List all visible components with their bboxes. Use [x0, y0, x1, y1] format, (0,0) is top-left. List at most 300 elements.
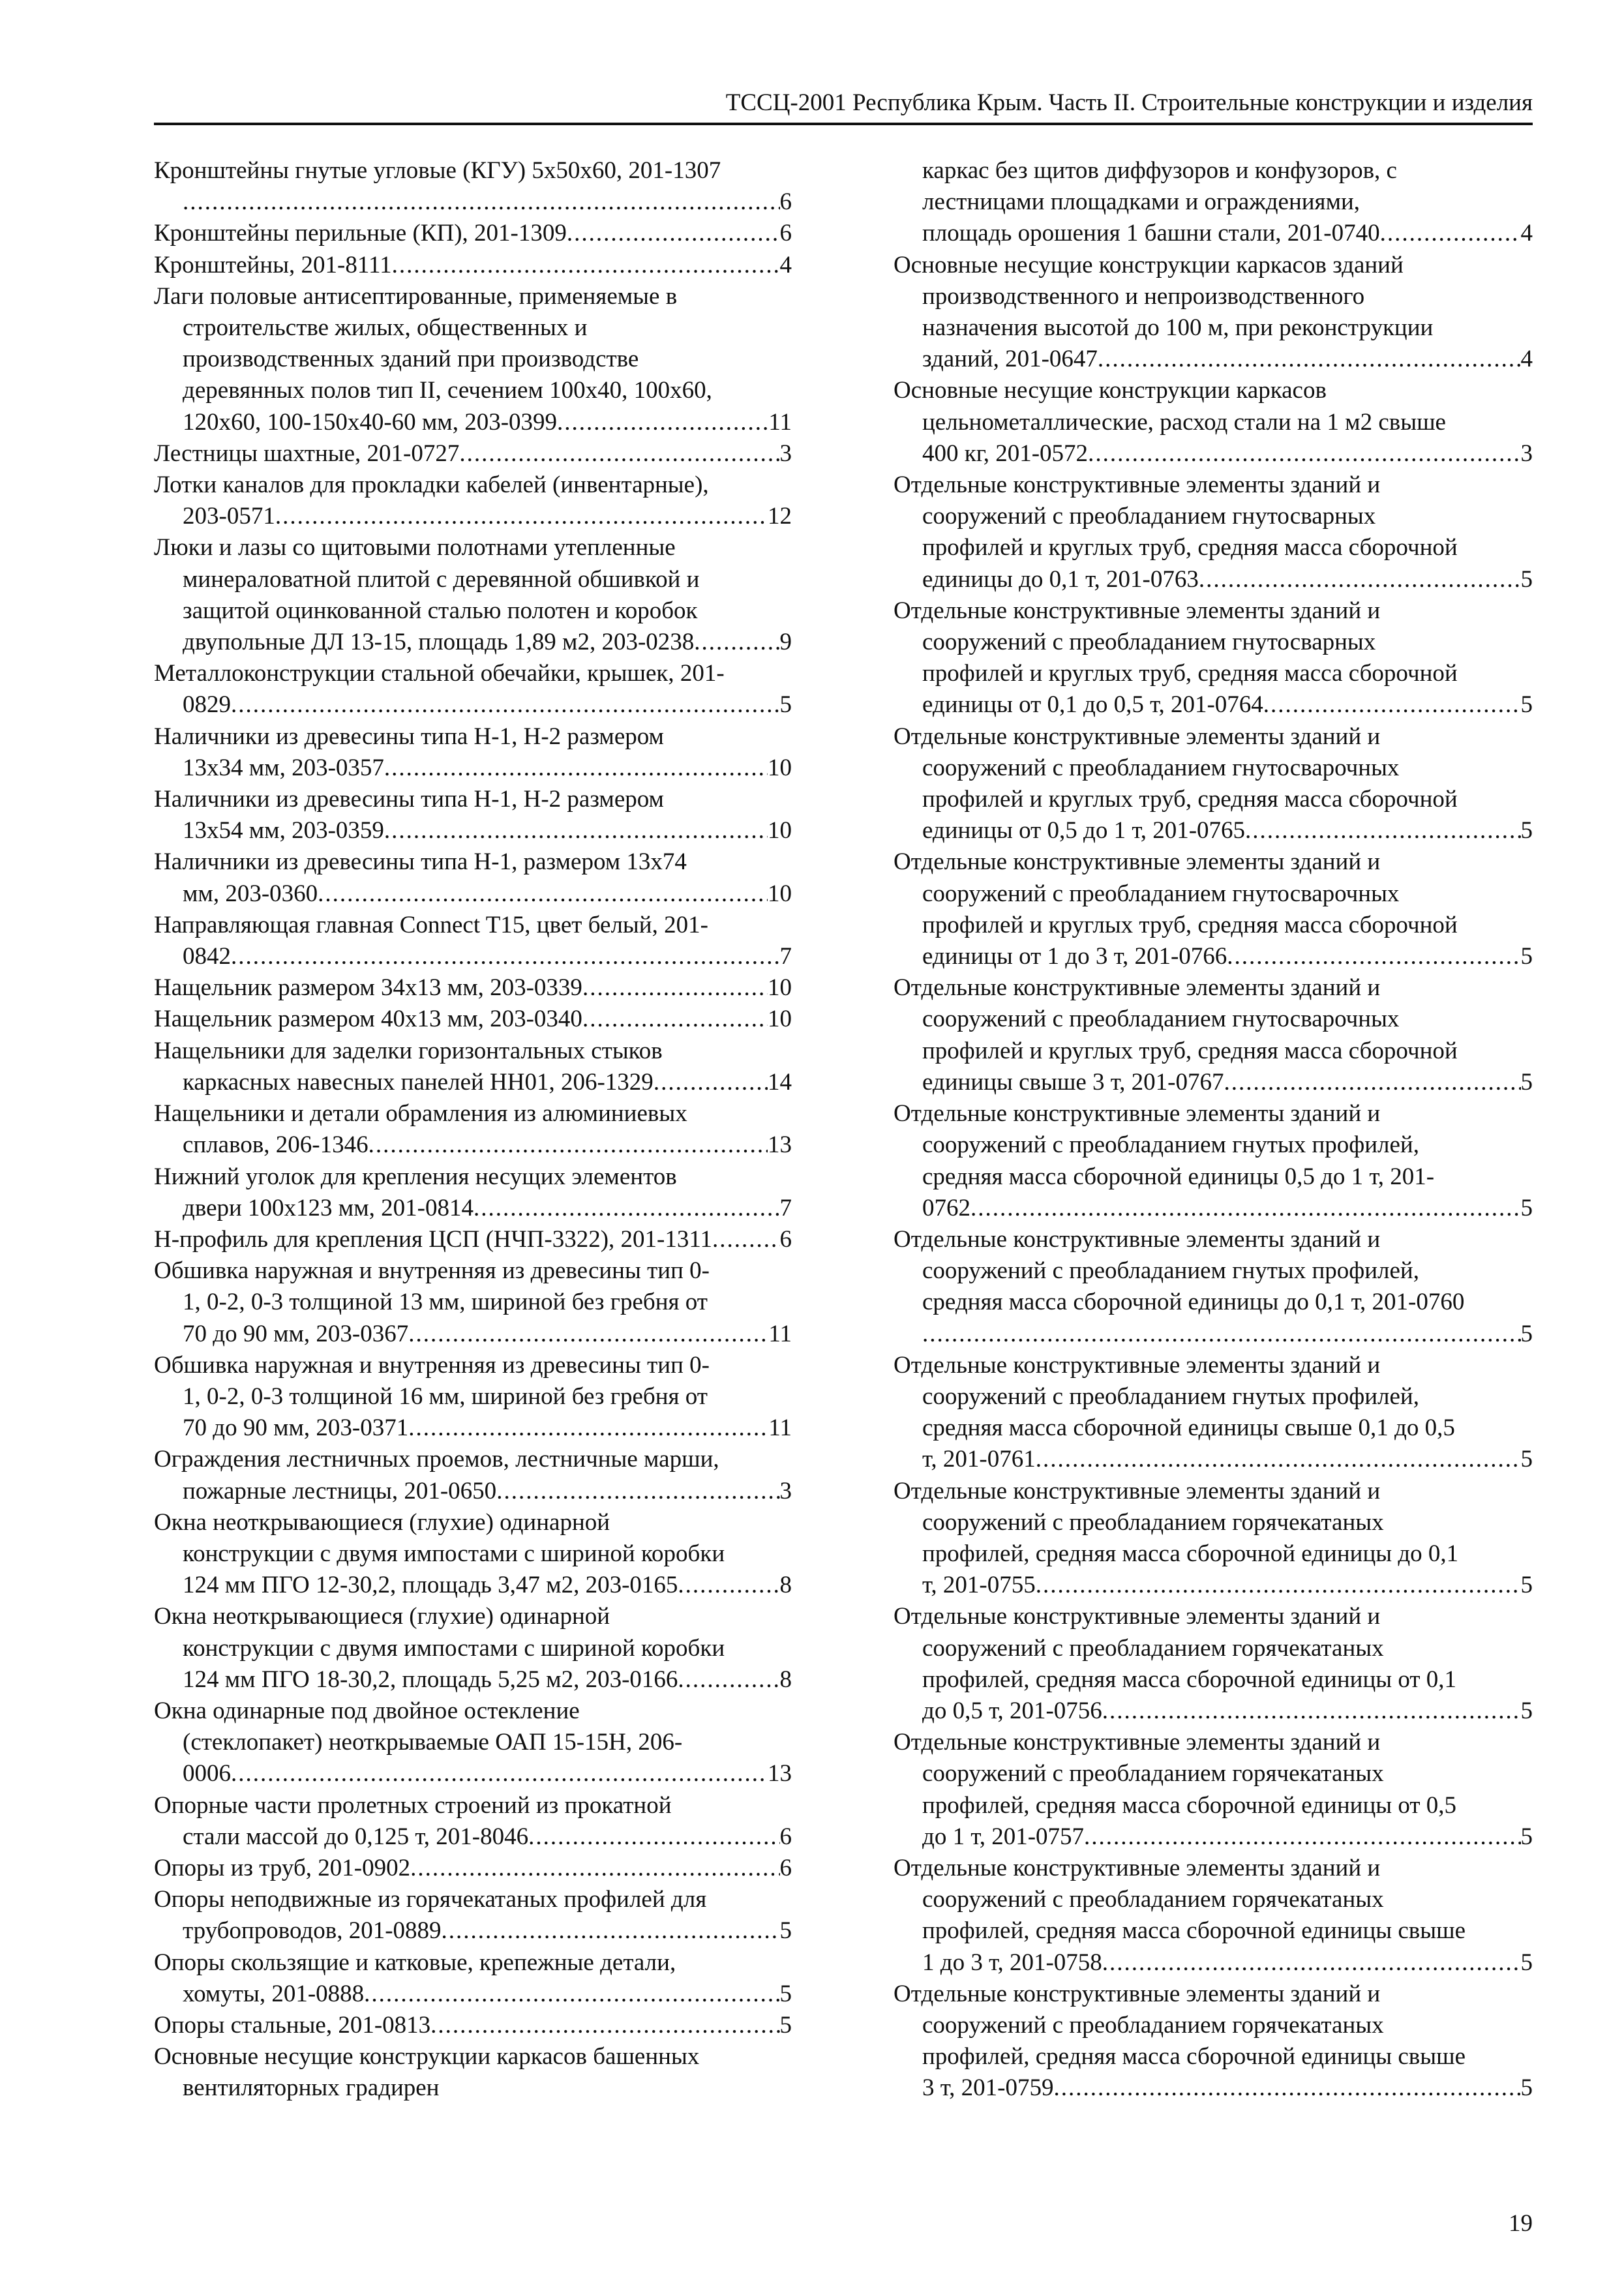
index-entry: [154, 155, 792, 218]
index-entry-text: Опоры неподвижные из горячекатаных профилей для: [154, 1886, 707, 1913]
index-entry-text: профилей, средняя масса сборочной единицы до 0,1: [922, 1540, 1459, 1567]
index-entry-line: [154, 1476, 792, 1507]
index-entry: [894, 1601, 1533, 1727]
index-entry-line: [154, 1067, 792, 1098]
dot-leader: [442, 1915, 780, 1947]
index-entry-text: пожарные лестницы, 201-0650: [183, 1477, 497, 1504]
index-entry-text: 203-0571: [183, 503, 275, 530]
index-entry-text: Отдельные конструктивные элементы зданий и: [894, 1351, 1381, 1379]
index-entry: [894, 1853, 1533, 1979]
index-entry-text: Обшивка наружная и внутренняя из древесины тип 0-: [154, 1257, 710, 1285]
dot-leader: [1224, 1067, 1520, 1098]
dot-leader: [1380, 218, 1521, 249]
index-entry-page: 4: [1520, 346, 1533, 373]
index-entry: [154, 1601, 792, 1696]
index-entry-page: 6: [779, 1225, 792, 1253]
index-entry-text: Направляющая главная Connect T15, цвет белый, 201-: [154, 911, 708, 938]
index-entry-page: 5: [779, 1917, 792, 1945]
index-entry-text: профилей, средняя масса сборочной единицы свыше: [922, 1917, 1466, 1945]
index-entry-text: единицы от 0,1 до 0,5 т, 201-0764: [922, 691, 1263, 719]
index-entry-page: 11: [768, 1320, 792, 1347]
index-entry-page: 11: [768, 408, 792, 436]
index-entry-text: минераловатной плитой с деревянной обшивкой и: [183, 565, 700, 593]
index-entry-text: профилей и круглых труб, средняя масса сборочной: [922, 786, 1458, 813]
index-entry-text: 0829: [183, 691, 231, 719]
index-entry-text: сооружений с преобладанием гнутых профилей,: [922, 1131, 1419, 1159]
index-entry-text: стали массой до 0,125 т, 201-8046: [183, 1823, 529, 1850]
index-entry-text: 1 до 3 т, 201-0758: [922, 1949, 1102, 1976]
index-entry-line: [894, 1947, 1533, 1979]
index-entry-text: 120х60, 100-150х40-60 мм, 203-0399: [183, 408, 558, 436]
index-entry-text: Отдельные конструктивные элементы зданий и: [894, 723, 1381, 750]
index-entry-text: сооружений с преобладанием гнутосварочных: [922, 880, 1400, 907]
dot-leader: [712, 1224, 780, 1255]
index-entry-text: 3 т, 201-0759: [922, 2074, 1054, 2102]
index-entry-text: Отдельные конструктивные элементы зданий и: [894, 1729, 1381, 1756]
index-entry-text: строительстве жилых, общественных и: [183, 314, 588, 342]
index-entry-page: 7: [779, 1194, 792, 1221]
index-entry-text: защитой оцинкованной сталью полотен и коробок: [183, 597, 698, 624]
dot-leader: [384, 815, 768, 846]
dot-leader: [1227, 941, 1520, 972]
index-entry-text: профилей, средняя масса сборочной единицы от 0,1: [922, 1666, 1457, 1693]
index-entry-line: [154, 627, 792, 658]
index-entry-text: 0842: [183, 943, 231, 970]
index-entry: [894, 1098, 1533, 1224]
index-entry: [154, 532, 792, 658]
index-entry-text: Отдельные конструктивные элементы зданий и: [894, 1603, 1381, 1630]
dot-leader: [678, 1664, 779, 1696]
index-entry-text: Кронштейны, 201-8111: [154, 251, 392, 278]
index-entry-text: Отдельные конструктивные элементы зданий и: [894, 597, 1381, 624]
index-entry-line: [154, 815, 792, 846]
index-entry-line: [894, 2072, 1533, 2104]
index-entry-page: 6: [779, 220, 792, 247]
dot-leader: [275, 501, 768, 532]
dot-leader: [582, 1004, 768, 1035]
index-entry-line: [154, 1193, 792, 1224]
dot-leader: [1199, 564, 1521, 595]
index-entry-line: [894, 344, 1533, 375]
index-entry-text: средняя масса сборочной единицы свыше 0,1 до 0,5: [922, 1414, 1455, 1442]
index-entry-line: [894, 1444, 1533, 1475]
index-entry-text: сооружений с преобладанием гнутосварных: [922, 629, 1376, 656]
index-entry-text: Нащельник размером 40х13 мм, 203-0340: [154, 1006, 582, 1033]
dot-leader: [1088, 438, 1520, 470]
index-entry-text: т, 201-0761: [922, 1446, 1036, 1473]
index-entry-text: Наличники из древесины типа Н-1, размером 13х74: [154, 848, 687, 876]
index-entry-text: профилей, средняя масса сборочной единицы от 0,5: [922, 1791, 1457, 1819]
index-entry-text: единицы от 1 до 3 т, 201-0766: [922, 943, 1227, 970]
index-entry: [154, 438, 792, 470]
index-entry-text: профилей и круглых труб, средняя масса сборочной: [922, 660, 1458, 687]
dot-leader: [1036, 1570, 1521, 1601]
index-entry-text: вентиляторных градирен: [183, 2074, 440, 2102]
index-entry-page: 5: [1520, 817, 1533, 845]
dot-leader: [970, 1193, 1521, 1224]
index-entry-text: сплавов, 206-1346: [183, 1131, 368, 1159]
index-entry-text: сооружений с преобладанием горячекатаных: [922, 1886, 1384, 1913]
index-entry-text: Нащельник размером 34х13 мм, 203-0339: [154, 974, 582, 1002]
index-entry-text: единицы свыше 3 т, 201-0767: [922, 1068, 1224, 1096]
index-entry: [154, 250, 792, 281]
dot-leader: [408, 1319, 768, 1350]
index-entry-page: 5: [1520, 1572, 1533, 1599]
index-entry-page: 10: [768, 817, 792, 845]
index-entry-page: 3: [779, 440, 792, 467]
index-entry-line: [154, 407, 792, 438]
index-entry-line: [154, 1979, 792, 2010]
index-entry-text: сооружений с преобладанием гнутых профилей,: [922, 1383, 1419, 1410]
index-entry-line: [894, 1067, 1533, 1098]
index-entry-text: 0006: [183, 1760, 231, 1788]
index-entry-text: Опорные части пролетных строений из прокатной: [154, 1791, 672, 1819]
index-entry: [894, 846, 1533, 972]
index-entry-text: 70 до 90 мм, 203-0367: [183, 1320, 409, 1347]
index-entry-line: [894, 564, 1533, 595]
index-entry-text: Наличники из древесины типа Н-1, Н-2 размером: [154, 723, 664, 750]
index-entry-text: Отдельные конструктивные элементы зданий и: [894, 1477, 1381, 1504]
index-entry: [154, 470, 792, 532]
dot-leader: [922, 1319, 1521, 1350]
index-entry-page: 5: [1520, 1320, 1533, 1347]
index-entry-page: 5: [1520, 691, 1533, 719]
index-entry-page: 13: [768, 1760, 792, 1788]
dot-leader: [582, 972, 768, 1004]
dot-leader: [1084, 1821, 1520, 1853]
index-entry-text: 1, 0-2, 0-3 толщиной 16 мм, шириной без гребня от: [183, 1383, 708, 1410]
index-entry-text: 70 до 90 мм, 203-0371: [183, 1414, 409, 1442]
index-entry-page: 10: [768, 974, 792, 1002]
index-entry-text: каркас без щитов диффузоров и конфузоров, с: [922, 157, 1397, 184]
index-entry-text: Опоры из труб, 201-0902: [154, 1854, 411, 1881]
index-entry-line: [894, 1696, 1533, 1727]
index-entry-page: 5: [1520, 943, 1533, 970]
index-entry-text: двери 100х123 мм, 201-0814: [183, 1194, 474, 1221]
index-entry-text: средняя масса сборочной единицы 0,5 до 1 т, 201-: [922, 1163, 1435, 1190]
index-entry-text: производственных зданий при производстве: [183, 346, 639, 373]
index-entry-text: Окна неоткрывающиеся (глухие) одинарной: [154, 1603, 610, 1630]
dot-leader: [384, 753, 768, 784]
index-entry-page: 10: [768, 754, 792, 781]
index-entry-line: [154, 941, 792, 972]
index-entry-text: Ограждения лестничных проемов, лестничные марши,: [154, 1446, 719, 1473]
index-entry-text: хомуты, 201-0888: [183, 1980, 365, 2007]
index-entry-page: 6: [779, 1823, 792, 1850]
index-entry-line: [154, 250, 792, 281]
index-entry: [154, 1853, 792, 1884]
index-entry-page: 9: [779, 629, 792, 656]
dot-leader: [368, 1130, 768, 1161]
index-entry-text: 1, 0-2, 0-3 толщиной 13 мм, шириной без гребня от: [183, 1289, 708, 1316]
dot-leader: [1245, 815, 1520, 846]
index-entry-text: 400 кг, 201-0572: [922, 440, 1089, 467]
index-entry: [894, 1979, 1533, 2104]
index-entry-text: до 1 т, 201-0757: [922, 1823, 1085, 1850]
dot-leader: [364, 1979, 779, 2010]
dot-leader: [1098, 344, 1521, 375]
dot-leader: [408, 1413, 768, 1444]
index-entry-text: сооружений с преобладанием гнутосварочных: [922, 754, 1400, 781]
dot-leader: [694, 627, 779, 658]
index-entry: [154, 2010, 792, 2041]
index-entry-line: [154, 1130, 792, 1161]
dot-leader: [231, 941, 780, 972]
index-entry-text: Отдельные конструктивные элементы зданий и: [894, 1980, 1381, 2007]
dot-leader: [567, 218, 780, 249]
index-entry-text: сооружений с преобладанием гнутосварочных: [922, 1006, 1400, 1033]
index-entry: [154, 972, 792, 1004]
index-entry-page: 5: [1520, 1823, 1533, 1850]
index-entry-line: [154, 2010, 792, 2041]
index-entry-page: 5: [1520, 1194, 1533, 1221]
index-entry-page: 5: [1520, 1068, 1533, 1096]
index-entry-text: профилей и круглых труб, средняя масса сборочной: [922, 1037, 1458, 1064]
index-entry: [894, 375, 1533, 470]
index-entry-line: [894, 218, 1533, 249]
dot-leader: [474, 1193, 780, 1224]
running-header: [154, 83, 1533, 125]
index-entry-text: назначения высотой до 100 м, при реконструкции: [922, 314, 1434, 342]
dot-leader: [1053, 2072, 1520, 2104]
dot-leader: [1102, 1696, 1521, 1727]
index-entry-line: [154, 187, 792, 218]
index-entry-text: Обшивка наружная и внутренняя из древесины тип 0-: [154, 1351, 710, 1379]
index-entry: [154, 1036, 792, 1098]
index-entry-page: 4: [1520, 220, 1533, 247]
index-entry-line: [154, 1821, 792, 1853]
index-entry-line: [154, 878, 792, 910]
index-entry: [154, 721, 792, 784]
index-entry-text: сооружений с преобладанием горячекатаных: [922, 1760, 1384, 1788]
index-entry-text: сооружений с преобладанием горячекатаных: [922, 1508, 1384, 1536]
index-entry-text: Отдельные конструктивные элементы зданий и: [894, 1100, 1381, 1128]
index-entry-text: средняя масса сборочной единицы до 0,1 т, 201-0760: [922, 1289, 1465, 1316]
page-number: 19: [1509, 2210, 1533, 2237]
index-entry-line: [894, 941, 1533, 972]
index-entry-text: Нижний уголок для крепления несущих элементов: [154, 1163, 677, 1190]
index-entry-line: [894, 438, 1533, 470]
index-entry-line: [154, 1319, 792, 1350]
index-entry-text: Отдельные конструктивные элементы зданий и: [894, 1225, 1381, 1253]
index-entry-line: [154, 1915, 792, 1947]
index-entry-text: Металлоконструкции стальной обечайки, крышек, 201-: [154, 660, 725, 687]
dot-leader: [318, 878, 768, 910]
index-entry-text: единицы от 0,5 до 1 т, 201-0765: [922, 817, 1246, 845]
index-entry-page: 5: [779, 691, 792, 719]
index-entry-text: Наличники из древесины типа Н-1, Н-2 размером: [154, 786, 664, 813]
index-entry-text: деревянных полов тип II, сечением 100х40, 100х60,: [183, 377, 712, 404]
index-entry: [154, 1098, 792, 1161]
index-entry-text: зданий, 201-0647: [922, 346, 1098, 373]
index-entry: [894, 155, 1533, 250]
dot-leader: [1102, 1947, 1521, 1979]
dot-leader: [410, 1853, 779, 1884]
index-entry-page: 6: [779, 1854, 792, 1881]
index-entry-page: 4: [779, 251, 792, 278]
header-title: ТССЦ-2001 Республика Крым. Часть II. Строительные конструкции и изделия: [725, 89, 1533, 116]
index-entry-page: 6: [779, 188, 792, 216]
index-entry-line: [154, 1664, 792, 1696]
index-entry-line: [154, 689, 792, 721]
dot-leader: [496, 1476, 779, 1507]
index-entry-line: [894, 1319, 1533, 1350]
index-entry-text: площадь орошения 1 башни стали, 201-0740: [922, 220, 1380, 247]
index-entry-text: Н-профиль для крепления ЦСП (НЧП-3322), 201-1311: [154, 1225, 712, 1253]
index-entry-text: 13х54 мм, 203-0359: [183, 817, 384, 845]
index-entry-line: [154, 1570, 792, 1601]
index-entry: [154, 1224, 792, 1255]
index-entry-page: 5: [1520, 1446, 1533, 1473]
index-entry-text: 0762: [922, 1194, 970, 1221]
index-entry-line: [154, 218, 792, 249]
index-entry-text: т, 201-0755: [922, 1572, 1036, 1599]
dot-leader: [231, 1758, 768, 1789]
index-entry: [894, 1727, 1533, 1853]
index-entry-text: Нащельники для заделки горизонтальных стыков: [154, 1037, 663, 1064]
index-entry: [894, 972, 1533, 1098]
index-entry-page: 10: [768, 1006, 792, 1033]
index-entry-text: профилей и круглых труб, средняя масса сборочной: [922, 911, 1458, 938]
index-entry-text: профилей, средняя масса сборочной единицы свыше: [922, 2043, 1466, 2071]
index-entry: [154, 1790, 792, 1853]
index-entry: [894, 470, 1533, 595]
index-entry-page: 5: [779, 2011, 792, 2039]
index-entry: [154, 1444, 792, 1506]
index-entry-line: [154, 753, 792, 784]
dot-leader: [459, 438, 779, 470]
dot-leader: [678, 1570, 779, 1601]
dot-leader: [392, 250, 780, 281]
index-entry-page: 10: [768, 880, 792, 907]
index-entry-text: Лаги половые антисептированные, применяемые в: [154, 282, 678, 310]
index-entry-text: Отдельные конструктивные элементы зданий и: [894, 974, 1381, 1002]
index-entry: [154, 910, 792, 972]
index-entry-text: 124 мм ПГО 12-30,2, площадь 3,47 м2, 203-0165: [183, 1572, 678, 1599]
index-entry-page: 12: [768, 503, 792, 530]
index-entry-text: Основные несущие конструкции каркасов башенных: [154, 2043, 700, 2071]
index-entry-page: 3: [1520, 440, 1533, 467]
dot-leader: [430, 2010, 779, 2041]
index-entry-line: [154, 1413, 792, 1444]
index-entry: [154, 1350, 792, 1444]
index-entry-line: [154, 1004, 792, 1035]
index-entry-text: 124 мм ПГО 18-30,2, площадь 5,25 м2, 203-0166: [183, 1666, 678, 1693]
index-entry-text: двупольные ДЛ 13-15, площадь 1,89 м2, 203-0238: [183, 629, 695, 656]
index-entry: [154, 784, 792, 846]
index-entry-page: 5: [1520, 1697, 1533, 1724]
index-entry-line: [894, 1193, 1533, 1224]
index-entry: [894, 1476, 1533, 1602]
index-entry: [154, 1947, 792, 2010]
index-entry: [154, 1161, 792, 1224]
index-entry-page: 7: [779, 943, 792, 970]
index-entry-page: 13: [768, 1131, 792, 1159]
index-entry-page: 5: [1520, 1949, 1533, 1976]
index-entry-text: 13х34 мм, 203-0357: [183, 754, 384, 781]
index-entry-text: Лотки каналов для прокладки кабелей (инвентарные),: [154, 471, 709, 499]
index-entry-page: 5: [1520, 2074, 1533, 2102]
index-entry-line: [154, 1758, 792, 1789]
index-entry-text: сооружений с преобладанием гнутых профилей,: [922, 1257, 1419, 1285]
index-entry-page: 14: [768, 1068, 792, 1096]
index-entry-line: [154, 438, 792, 470]
index-entry-line: [154, 1853, 792, 1884]
index-entry-page: 5: [1520, 565, 1533, 593]
index-entry-text: производственного и непроизводственного: [922, 282, 1365, 310]
index-entry-page: 3: [779, 1477, 792, 1504]
index-column-left: [154, 155, 792, 2104]
index-entry-line: [894, 1821, 1533, 1853]
index-entry-line: [894, 689, 1533, 721]
index-entry: [154, 1507, 792, 1602]
index-entry-text: сооружений с преобладанием горячекатаных: [922, 2011, 1384, 2039]
index-entry-text: сооружений с преобладанием гнутосварных: [922, 503, 1376, 530]
index-entry-text: Кронштейны перильные (КП), 201-1309: [154, 220, 567, 247]
index-entry-page: 5: [779, 1980, 792, 2007]
dot-leader: [557, 407, 768, 438]
index-entry: [154, 1884, 792, 1947]
index-entry-text: Нащельники и детали обрамления из алюминиевых: [154, 1100, 687, 1128]
index-entry-line: [154, 972, 792, 1004]
index-entry-text: мм, 203-0360: [183, 880, 318, 907]
dot-leader: [1036, 1444, 1521, 1475]
index-entry-text: Основные несущие конструкции каркасов зданий: [894, 251, 1404, 278]
dot-leader: [231, 689, 780, 721]
index-entry: [894, 595, 1533, 721]
index-entry-text: цельнометаллические, расход стали на 1 м2 свыше: [922, 408, 1446, 436]
index-entry-text: Кронштейны гнутые угловые (КГУ) 5х50х60, 201-1307: [154, 157, 721, 184]
index-entry-text: Лестницы шахтные, 201-0727: [154, 440, 460, 467]
index-entry-text: Опоры стальные, 201-0813: [154, 2011, 431, 2039]
index-entry: [894, 721, 1533, 847]
index-entry: [154, 1696, 792, 1790]
index-entry: [154, 846, 792, 909]
index-entry-text: трубопроводов, 201-0889: [183, 1917, 442, 1945]
index-entry-text: конструкции с двумя импостами с шириной коробки: [183, 1540, 725, 1567]
index-entry: [154, 658, 792, 721]
index-entry-text: Окна неоткрывающиеся (глухие) одинарной: [154, 1508, 610, 1536]
index-entry-line: [894, 815, 1533, 846]
index-entry-text: Основные несущие конструкции каркасов: [894, 377, 1327, 404]
index-entry-text: Отдельные конструктивные элементы зданий и: [894, 471, 1381, 499]
dot-leader: [654, 1067, 768, 1098]
index-entry-text: Отдельные конструктивные элементы зданий и: [894, 1854, 1381, 1881]
index-entry: [154, 2041, 792, 2104]
index-entry-page: 8: [779, 1666, 792, 1693]
index-entry: [894, 1350, 1533, 1476]
index-entry-page: 8: [779, 1572, 792, 1599]
index-entry-text: Окна одинарные под двойное остекление: [154, 1697, 580, 1724]
dot-leader: [1263, 689, 1521, 721]
index-entry-text: конструкции с двумя импостами с шириной коробки: [183, 1634, 725, 1662]
index-entry-line: [154, 501, 792, 532]
index-entry-text: (стеклопакет) неоткрываемые ОАП 15-15Н, 206-: [183, 1729, 683, 1756]
index-entry-line: [894, 1570, 1533, 1601]
index-entry: [154, 281, 792, 438]
index-entry: [154, 218, 792, 249]
index-entry-text: Люки и лазы со щитовыми полотнами утепленные: [154, 534, 676, 561]
index-entry-line: [154, 1224, 792, 1255]
index-entry-text: Отдельные конструктивные элементы зданий и: [894, 848, 1381, 876]
index-entry-page: 11: [768, 1414, 792, 1442]
dot-leader: [528, 1821, 779, 1853]
index-entry: [894, 1224, 1533, 1350]
index-entry: [894, 250, 1533, 376]
index-entry: [154, 1004, 792, 1035]
index-entry-text: лестницами площадками и ограждениями,: [922, 188, 1361, 216]
index-entry-text: профилей и круглых труб, средняя масса сборочной: [922, 534, 1458, 561]
